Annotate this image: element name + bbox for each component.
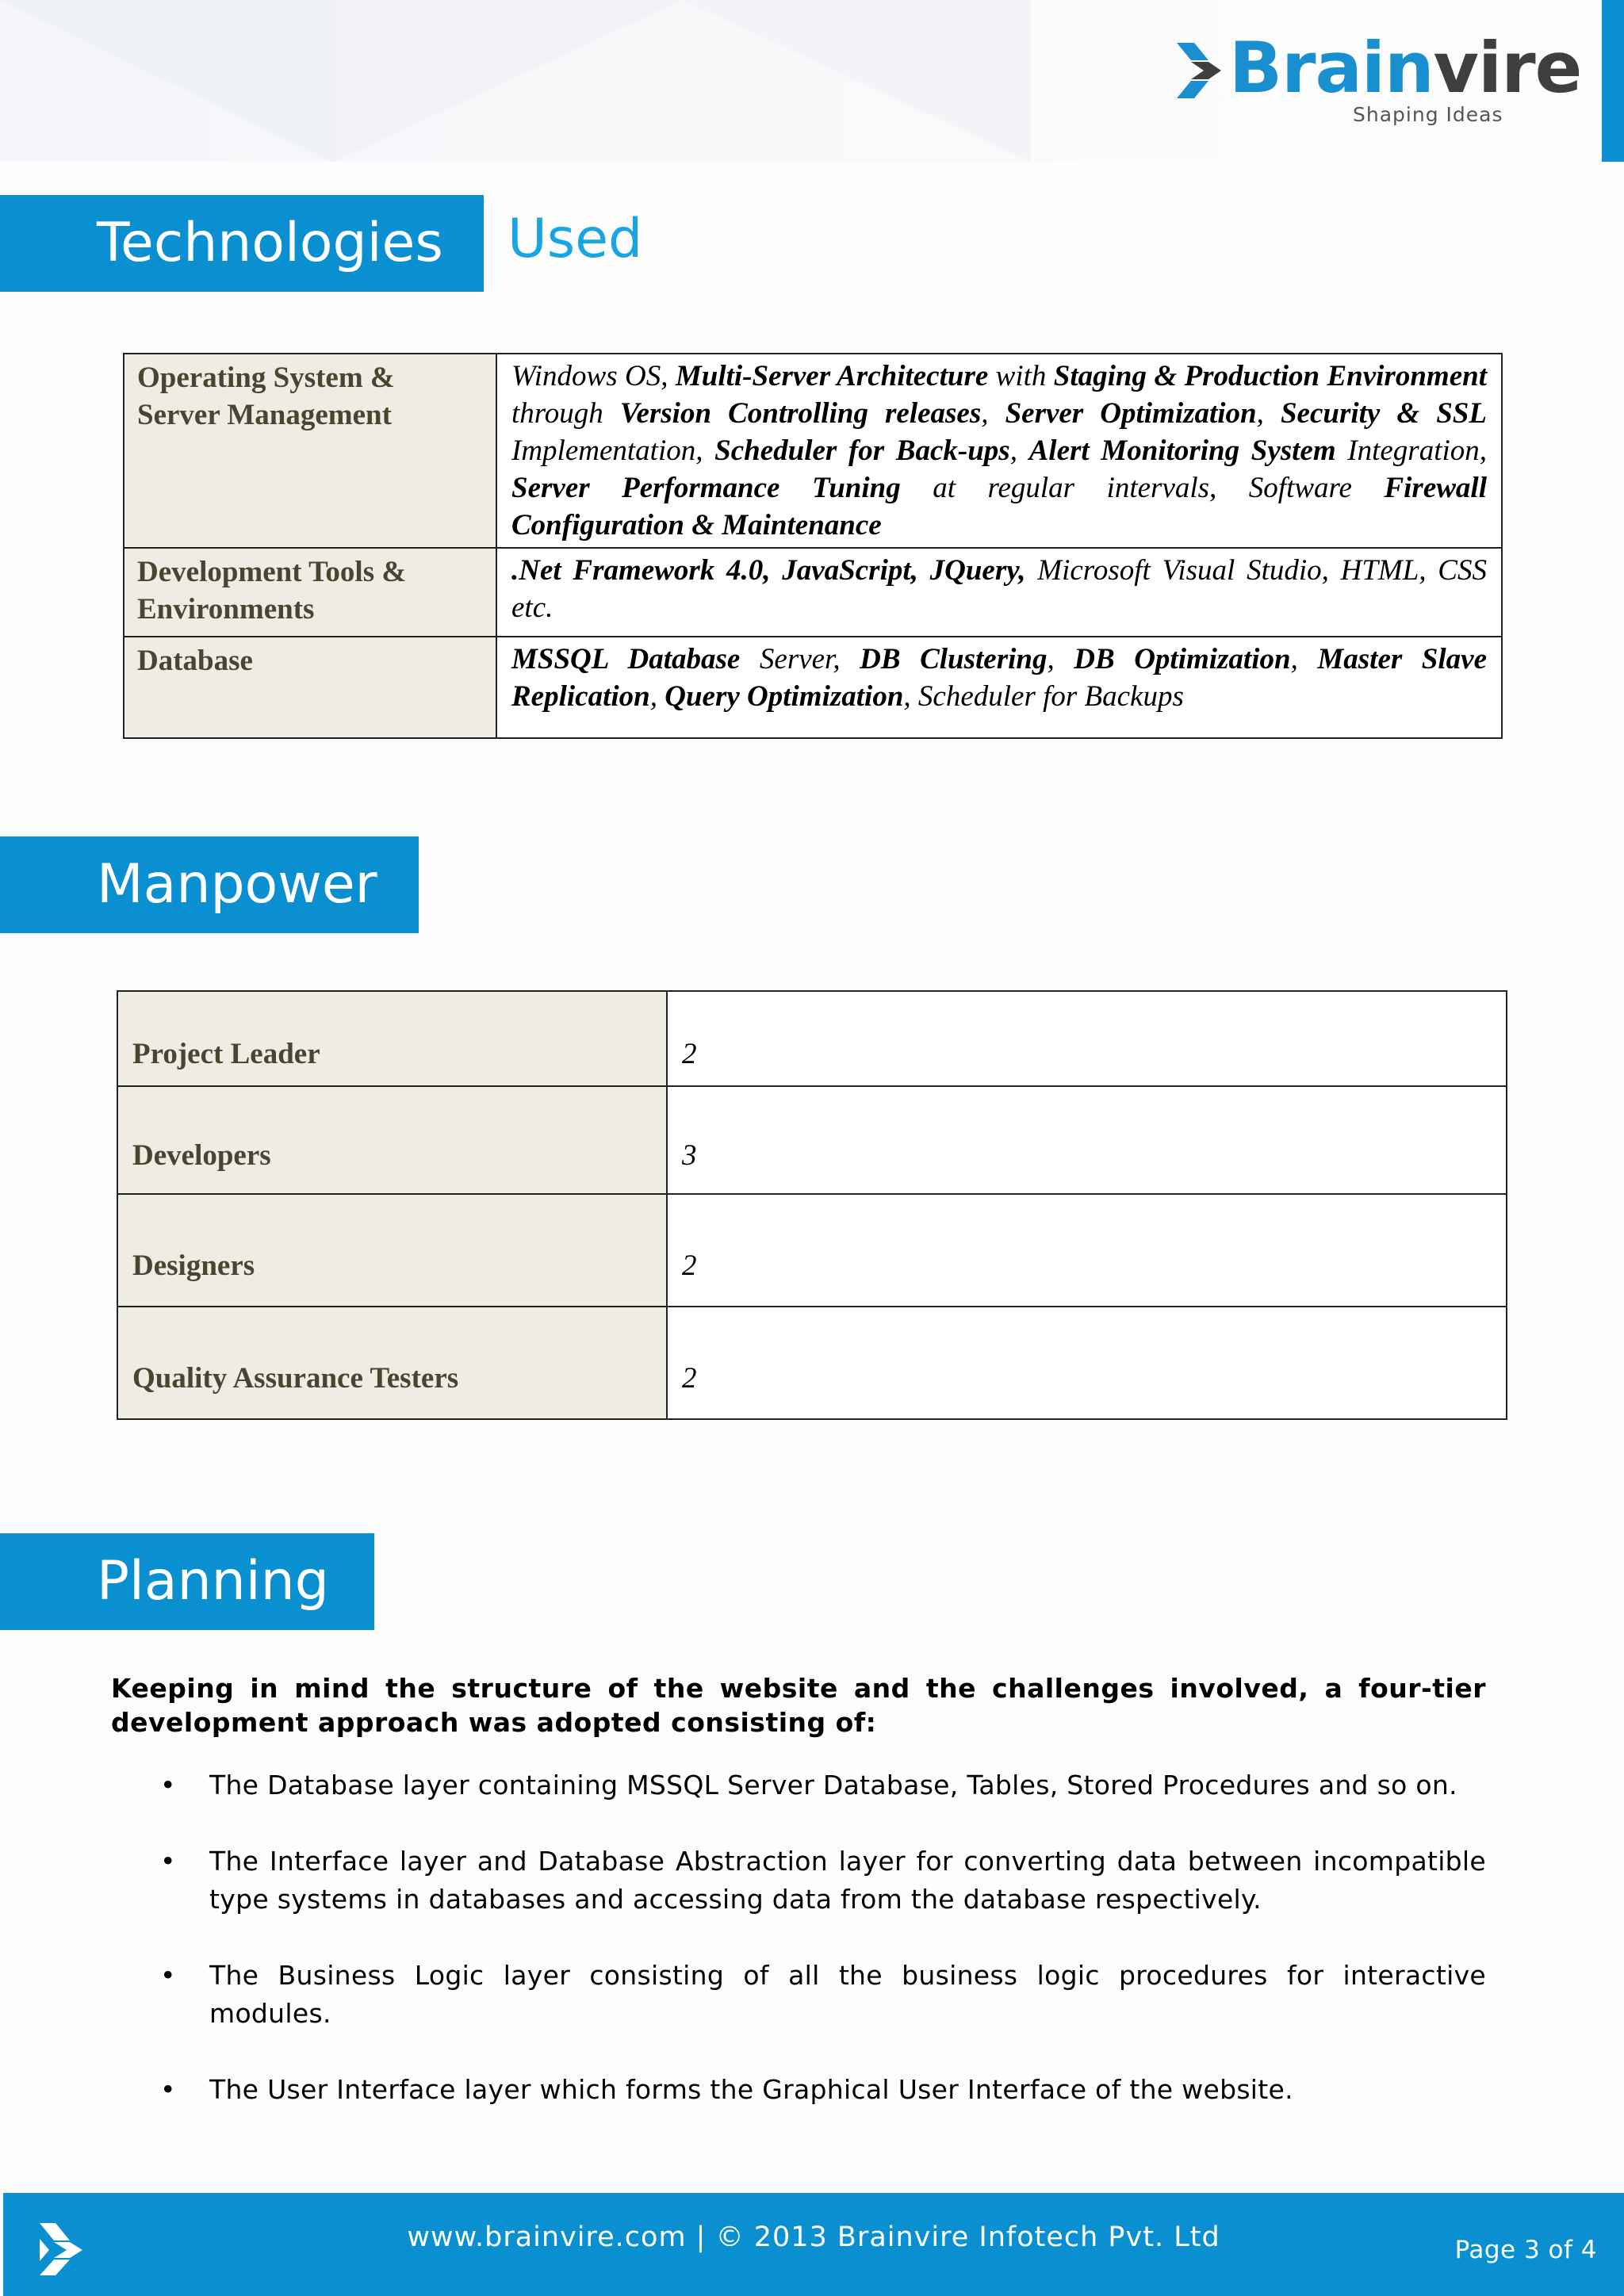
section-title-planning: Planning bbox=[0, 1533, 374, 1630]
technology-detail-segment: Server Optimization bbox=[1005, 397, 1257, 430]
manpower-count: 2 bbox=[667, 991, 1507, 1086]
manpower-count: 2 bbox=[667, 1307, 1507, 1419]
list-item bbox=[111, 1843, 1486, 1919]
technologies-table bbox=[123, 353, 1503, 739]
bullet-icon: • bbox=[160, 1846, 176, 1877]
technologies-row bbox=[124, 637, 1502, 738]
page-number: Page 3 of 4 bbox=[1454, 2236, 1597, 2264]
bullet-text: The Business Logic layer consisting of all the business logic procedures for interactive modules. bbox=[209, 1960, 1486, 2029]
manpower-role: Developers bbox=[117, 1086, 667, 1194]
technology-details bbox=[496, 637, 1502, 738]
technology-detail-segment: MSSQL Database bbox=[511, 643, 741, 675]
technology-detail-segment: , bbox=[1290, 643, 1318, 675]
technology-detail-segment: , bbox=[981, 397, 1005, 430]
technology-category: Development Tools & Environments bbox=[124, 548, 496, 637]
technology-detail-segment: Implementation, bbox=[511, 434, 715, 467]
technology-detail-segment: Version Controlling releases bbox=[619, 397, 982, 430]
bullet-icon: • bbox=[160, 1770, 176, 1800]
manpower-table bbox=[117, 990, 1507, 1420]
footer-copyright: www.brainvire.com | © 2013 Brainvire Infotech Pvt. Ltd bbox=[407, 2221, 1220, 2253]
technology-detail-segment: , bbox=[649, 680, 665, 713]
technology-category: Operating System & Server Management bbox=[124, 354, 496, 548]
manpower-count: 3 bbox=[667, 1086, 1507, 1194]
technology-detail-segment: through bbox=[511, 397, 620, 430]
brand-logo bbox=[1177, 27, 1582, 130]
manpower-row bbox=[117, 991, 1507, 1086]
planning-bullet-list bbox=[111, 1766, 1486, 2147]
bullet-text: The Database layer containing MSSQL Server Database, Tables, Stored Procedures and so on. bbox=[209, 1770, 1457, 1800]
bullet-text: The User Interface layer which forms the Graphical User Interface of the website. bbox=[209, 2074, 1293, 2105]
bullet-icon: • bbox=[160, 1960, 176, 1991]
technology-detail-segment: with bbox=[988, 360, 1054, 392]
technology-detail-segment: Server, bbox=[740, 643, 860, 675]
brand-logo-icon bbox=[1177, 43, 1221, 98]
technology-detail-segment: Multi-Server Architecture bbox=[675, 360, 989, 392]
technology-detail-segment: Staging & Production Environment bbox=[1053, 360, 1487, 392]
technology-detail-segment: Alert Monitoring System bbox=[1028, 434, 1336, 467]
list-item bbox=[111, 1766, 1486, 1804]
manpower-row bbox=[117, 1086, 1507, 1194]
technology-detail-segment: Scheduler for Back-ups bbox=[714, 434, 1010, 467]
technologies-row bbox=[124, 548, 1502, 637]
technology-detail-segment: Server Performance Tuning bbox=[511, 472, 901, 504]
manpower-role: Designers bbox=[117, 1194, 667, 1307]
bullet-icon: • bbox=[160, 2074, 176, 2105]
technology-detail-segment: , Scheduler for Backups bbox=[903, 680, 1184, 713]
technology-detail-segment: Firewall Configuration & Maintenance bbox=[511, 472, 1487, 541]
manpower-role: Project Leader bbox=[117, 991, 667, 1086]
list-item bbox=[111, 2071, 1486, 2109]
technology-detail-segment: Security & SSL bbox=[1280, 397, 1487, 430]
technology-detail-segment: Master Slave Replication bbox=[511, 643, 1488, 713]
technology-detail-segment: , bbox=[1009, 434, 1029, 467]
technology-detail-segment: , bbox=[1256, 397, 1281, 430]
brand-name: Brainvire bbox=[1229, 27, 1582, 109]
manpower-row bbox=[117, 1307, 1507, 1419]
brand-tagline: Shaping Ideas bbox=[1353, 103, 1503, 126]
header-accent-stripe bbox=[1602, 0, 1624, 162]
technology-detail-segment: .Net Framework 4.0, JavaScript, JQuery, bbox=[511, 554, 1026, 587]
list-item bbox=[111, 1957, 1486, 2033]
technology-detail-segment: DB Clustering bbox=[860, 643, 1048, 675]
technology-detail-segment: , bbox=[1047, 643, 1074, 675]
page-footer bbox=[3, 2193, 1624, 2296]
technology-detail-segment: Integration, bbox=[1335, 434, 1487, 467]
bullet-text: The Interface layer and Database Abstraction layer for converting data between incompatible type systems in databases and accessing data from the database respectively. bbox=[209, 1846, 1486, 1915]
technology-details bbox=[496, 354, 1502, 548]
manpower-count: 2 bbox=[667, 1194, 1507, 1307]
planning-intro: Keeping in mind the structure of the website and the challenges involved, a four-tier development approach was adopted consisting of: bbox=[111, 1673, 1486, 1738]
section-title-technologies: Technologies bbox=[0, 195, 484, 292]
section-title-manpower: Manpower bbox=[0, 836, 419, 933]
technology-details bbox=[496, 548, 1502, 637]
technology-detail-segment: Query Optimization bbox=[665, 680, 904, 713]
manpower-row bbox=[117, 1194, 1507, 1307]
technology-detail-segment: Microsoft Visual Studio, HTML, CSS etc. bbox=[511, 554, 1487, 624]
manpower-role: Quality Assurance Testers bbox=[117, 1307, 667, 1419]
technology-detail-segment: Windows OS, bbox=[511, 360, 676, 392]
technology-category: Database bbox=[124, 637, 496, 738]
technology-detail-segment: DB Optimization bbox=[1074, 643, 1291, 675]
technology-detail-segment: at regular intervals, Software bbox=[900, 472, 1385, 504]
technologies-row bbox=[124, 354, 1502, 548]
section-title-used: Used bbox=[508, 208, 643, 270]
